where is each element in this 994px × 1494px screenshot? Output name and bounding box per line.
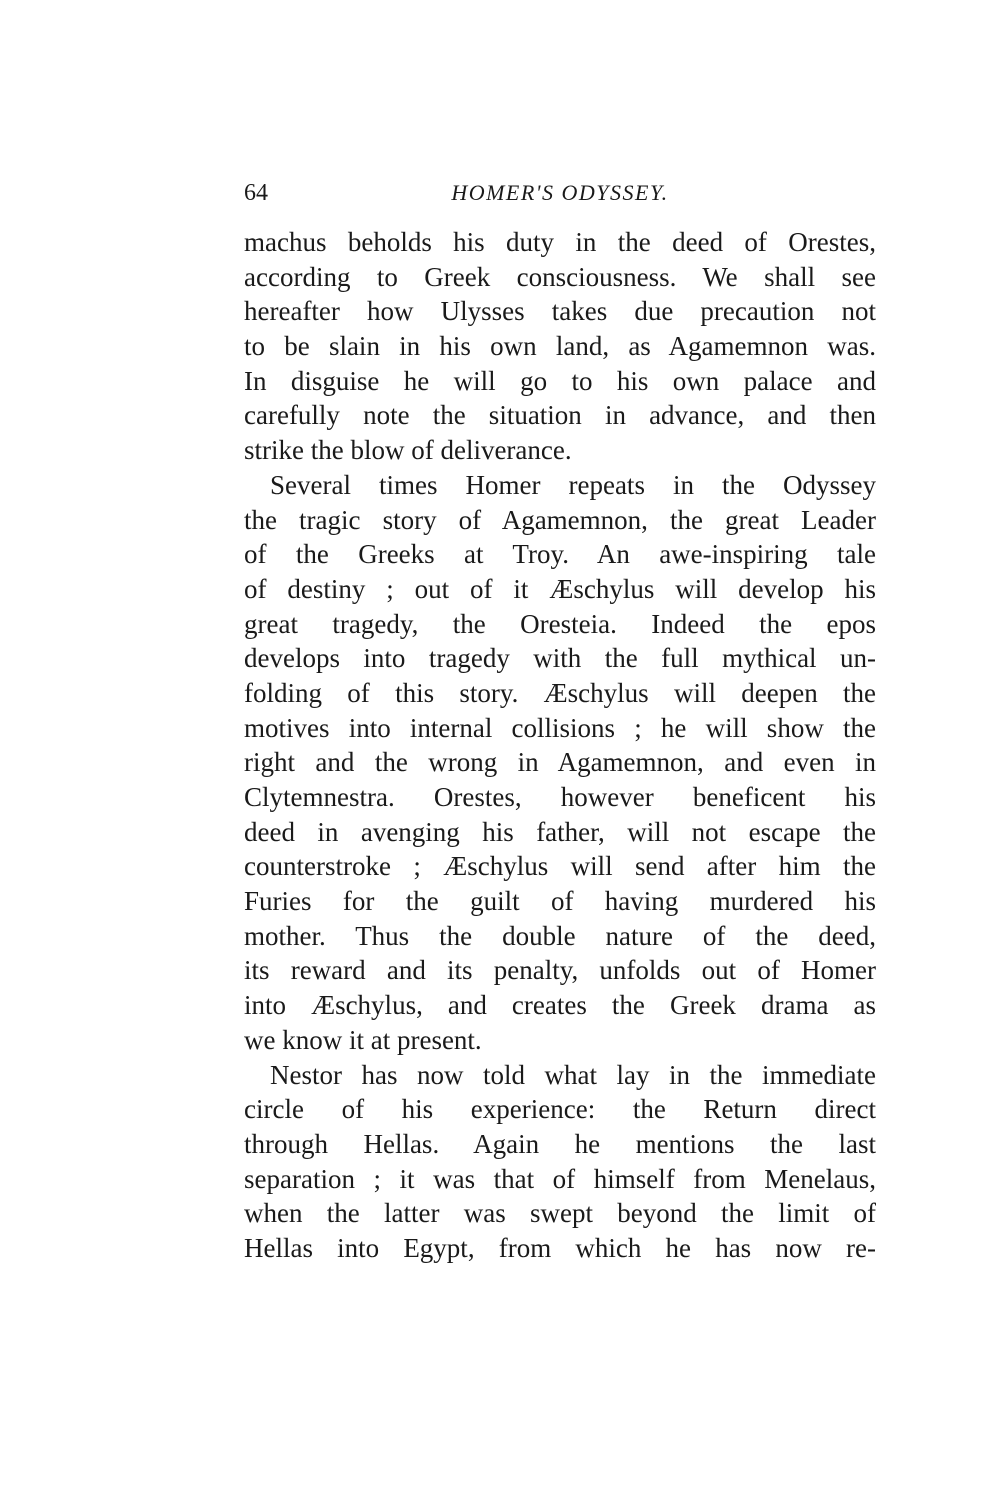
text-line: Several times Homer repeats in the Odyssey: [270, 469, 876, 500]
text-line: Nestor has now told what lay in the immediate: [270, 1059, 876, 1090]
text-line: through Hellas. Again he mentions the last: [244, 1128, 876, 1159]
text-line: hereafter how Ulysses takes due precaution not: [244, 296, 876, 327]
text-line: its reward and its penalty, unfolds out of Homer: [244, 955, 876, 986]
text-line: we know it at present.: [244, 1024, 482, 1055]
text-line: folding of this story. Æschylus will deepen the: [244, 677, 876, 708]
text-line: to be slain in his own land, as Agamemnon was.: [244, 331, 876, 362]
text-line: deed in avenging his father, will not escape the: [244, 816, 876, 847]
text-line: strike the blow of deliverance.: [244, 435, 572, 466]
body-text: [244, 225, 876, 1266]
text-line: of destiny ; out of it Æschylus will develop his: [244, 573, 876, 604]
text-line: Furies for the guilt of having murdered his: [244, 886, 876, 917]
text-line: mother. Thus the double nature of the deed,: [244, 920, 876, 951]
text-line: the tragic story of Agamemnon, the great Leader: [244, 504, 876, 535]
text-line: counterstroke ; Æschylus will send after him the: [244, 851, 876, 882]
text-line: great tragedy, the Oresteia. Indeed the epos: [244, 608, 876, 639]
text-line: machus beholds his duty in the deed of Orestes,: [244, 227, 876, 257]
page-number: 64: [244, 180, 268, 206]
text-line: motives into internal collisions ; he will show the: [244, 712, 876, 743]
text-line: according to Greek consciousness. We shall see: [244, 261, 876, 292]
running-head: [244, 178, 876, 208]
running-title: HOMER'S ODYSSEY.: [451, 180, 669, 205]
paragraph-1: [244, 225, 876, 468]
text-line: carefully note the situation in advance, and then: [244, 400, 876, 431]
text-line: right and the wrong in Agamemnon, and even in: [244, 747, 876, 778]
text-line: into Æschylus, and creates the Greek drama as: [244, 990, 876, 1021]
paragraph-2: [244, 468, 876, 1058]
paragraph-3: [244, 1058, 876, 1266]
text-line: separation ; it was that of himself from Menelaus,: [244, 1163, 876, 1194]
text-line: circle of his experience: the Return direct: [244, 1094, 876, 1125]
text-line: when the latter was swept beyond the limit of: [244, 1198, 876, 1229]
text-line: Hellas into Egypt, from which he has now re-: [244, 1232, 876, 1263]
text-line: In disguise he will go to his own palace and: [244, 365, 876, 396]
text-line: Clytemnestra. Orestes, however beneficent his: [244, 782, 876, 812]
text-line: develops into tragedy with the full mythical un-: [244, 643, 876, 674]
text-line: of the Greeks at Troy. An awe-inspiring tale: [244, 539, 876, 570]
